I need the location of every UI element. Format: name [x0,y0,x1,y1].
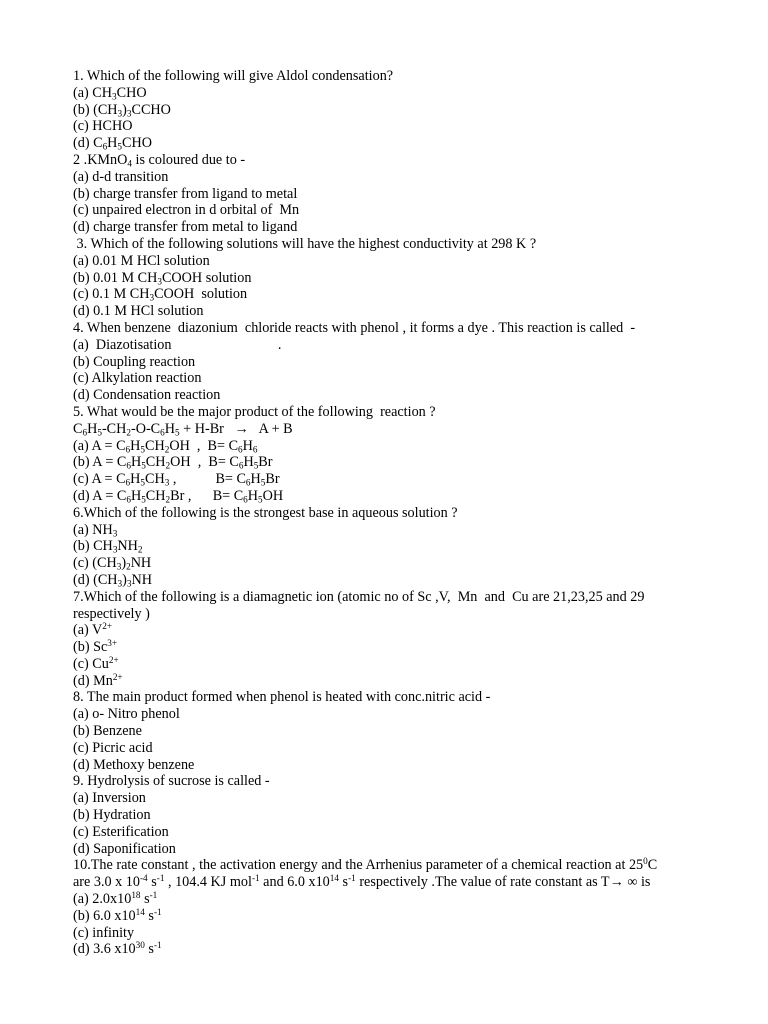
text-line: (d) Saponification [73,840,176,857]
text-line: (d) $C_6H_5CHO$ [73,135,152,152]
text-line: 6.Which of the following is the strongest base in aqueous solution ? [73,504,458,521]
text-line: (a) Inversion [73,790,146,807]
text-line: (a) $A = C_6H_5CH_2OH$ , $B= C_6H_6$ [73,437,258,454]
text-line: (c) Alkylation reaction [73,370,202,387]
text-line: (c) Esterification [73,823,169,840]
question-sheet [73,68,723,958]
text-line: (b) charge transfer from ligand to metal [73,185,298,202]
text-line: (b) $A = C_6H_5CH_2OH$ , $B= C_6H_5Br$ [73,454,273,471]
text-line: (a) Diazotisation . [73,336,282,353]
text-line: (d) $Mn^{2+}$ [73,671,123,689]
text-line: (d) charge transfer from metal to ligand [73,219,298,236]
text-line: (a) 0.01 M HCl solution [73,252,210,269]
text-line: (b) Hydration [73,807,151,824]
text-line: 3. Which of the following solutions will have the highest conductivity at 298 K ? [73,235,537,252]
text-line: respectively ) [73,605,150,622]
text-line: (b) Coupling reaction [73,353,196,370]
text-line: (b) 6.0 $x10^{14}$ $s^{-1}$ [73,906,162,924]
text-line: $C_6H_5-CH_2-O-C_6H_5 + H-Br \to A + B$ [73,420,293,438]
text-line: (c) Picric acid [73,739,153,756]
text-line: (a) $V^{2+}$ [73,621,113,639]
text-line: 1. Which of the following will give Aldol condensation? [73,68,394,84]
text-line: (d) $(CH_3)_3NH$ [73,571,152,589]
text-line: 9. Hydrolysis of sucrose is called - [73,773,270,790]
text-line: are 3.0 x $10^{-4}$ $s^{-1}$ , 104.4 KJ mol$^{-1}$ and 6.0 $x10^{14}$ $s^{-1}$ respectively .The value of rate constant as T→ ∞ is [73,873,651,891]
text-line: (c) HCHO [73,118,133,135]
text-line: 8. The main product formed when phenol is heated with conc.nitric acid - [73,689,491,706]
text-line: 7.Which of the following is a diamagnetic ion (atomic no of Sc ,V, Mn and Cu are 21,23,25 and 29 [73,588,645,605]
text-line: (d) 0.1 M HCl solution [73,303,204,320]
text-line: (b) $(CH_3)_3CCHO$ [73,101,171,118]
text-line: (b) 0.01 M $CH_3COOH$ solution [73,269,252,286]
text-line: (b) $Sc^{3+}$ [73,638,118,656]
text-line: 10.The rate constant , the activation energy and the Arrhenius parameter of a chemical reaction at $25^0C$ [73,856,658,874]
text-line: (d) 3.6 $x10^{30}$ $s^{-1}$ [73,940,162,958]
text-line: (a) o- Nitro phenol [73,706,180,723]
text-line: (a) $CH_3CHO$ [73,84,147,102]
text-line: (c) infinity [73,924,135,941]
text-line: (a) d-d transition [73,168,169,185]
text-line: (b) Benzene [73,723,142,740]
text-line: (c) unpaired electron in d orbital of Mn [73,202,300,219]
text-line: (c) $(CH_3)_2NH$ [73,555,152,572]
text-line: 5. What would be the major product of the following reaction ? [73,403,436,420]
text-line: (b) $CH_3NH_2$ [73,538,143,555]
text-line: (d) $A = C_6H_5CH_2Br$ , $B= C_6H_5OH$ [73,487,284,505]
text-line: (c) $A = C_6H_5CH_3$ , $B= C_6H_5Br$ [73,471,280,488]
text-line: (a) $NH_3$ [73,521,118,538]
text-line: (c) $Cu^{2+}$ [73,654,119,672]
text-line: (d) Condensation reaction [73,387,221,404]
text-line: (c) 0.1 M $CH_3COOH$ solution [73,286,248,303]
text-line: (a) $2.0x10^{18}$ $s^{-1}$ [73,889,158,908]
text-line: 2 .KMnO$_4$ is coloured due to - [73,151,246,169]
text-line: (d) Methoxy benzene [73,756,195,773]
text-line: 4. When benzene diazonium chloride reacts with phenol , it forms a dye . This reaction is called - [73,319,636,336]
